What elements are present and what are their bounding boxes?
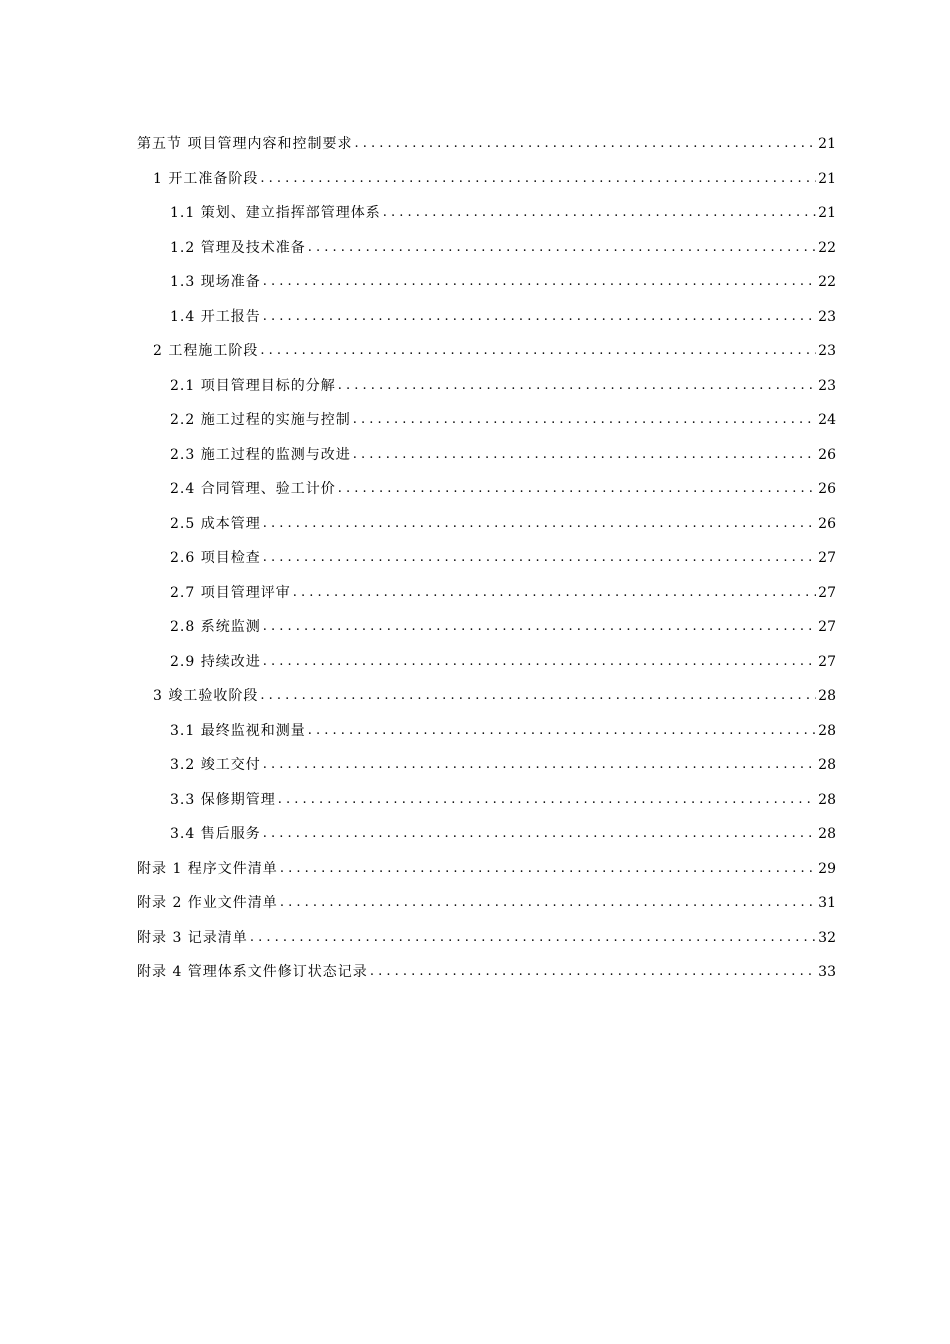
toc-dot-leader — [280, 859, 816, 879]
toc-entry-2-5[interactable] — [0, 500, 950, 534]
toc-entry-1-3[interactable] — [0, 258, 950, 292]
toc-entry-2-8[interactable] — [0, 603, 950, 637]
toc-entry-page-number: 33 — [818, 964, 836, 980]
toc-dot-leader — [353, 445, 816, 465]
toc-dot-leader — [293, 583, 816, 603]
toc-entry-page-number: 23 — [818, 377, 836, 394]
toc-entry-page-number: 27 — [818, 653, 836, 670]
toc-dot-leader — [263, 652, 816, 672]
toc-dot-leader — [263, 514, 816, 534]
toc-entry-title: 附录 4 管理体系文件修订状态记录 — [137, 964, 368, 980]
toc-entry-page-number: 21 — [818, 205, 836, 221]
toc-entry-appendix-2[interactable] — [0, 879, 950, 913]
toc-entry-section-5[interactable] — [0, 120, 950, 154]
toc-dot-leader — [263, 617, 816, 637]
toc-entry-title: 附录 1 程序文件清单 — [137, 860, 278, 877]
toc-entry-title: 3.4 售后服务 — [170, 826, 261, 842]
toc-entry-2-4[interactable] — [0, 465, 950, 499]
toc-entry-1-2[interactable] — [0, 224, 950, 258]
toc-dot-leader — [263, 548, 816, 568]
toc-entry-3-4[interactable] — [0, 810, 950, 844]
toc-entry-title: 第五节 项目管理内容和控制要求 — [137, 136, 353, 152]
toc-dot-leader — [263, 824, 816, 844]
toc-entry-title: 附录 2 作业文件清单 — [137, 895, 278, 911]
toc-entry-page-number: 21 — [818, 170, 836, 187]
toc-dot-leader — [280, 893, 816, 913]
toc-dot-leader — [260, 169, 816, 189]
toc-entry-2-6[interactable] — [0, 534, 950, 568]
toc-entry-title: 3.3 保修期管理 — [170, 791, 276, 808]
toc-entry-title: 2.5 成本管理 — [170, 515, 261, 532]
toc-entry-page-number: 29 — [818, 860, 836, 877]
toc-entry-page-number: 27 — [818, 584, 836, 601]
toc-entry-page-number: 28 — [818, 688, 836, 704]
toc-entry-page-number: 27 — [818, 550, 836, 566]
toc-dot-leader — [250, 928, 816, 948]
toc-entry-title: 1.3 现场准备 — [170, 274, 261, 290]
toc-dot-leader — [263, 307, 816, 327]
toc-entry-page-number: 23 — [818, 308, 836, 325]
toc-entry-title: 2.7 项目管理评审 — [170, 584, 291, 601]
toc-dot-leader — [338, 376, 816, 396]
toc-entry-title: 附录 3 记录清单 — [137, 929, 248, 946]
toc-entry-page-number: 23 — [818, 343, 836, 359]
toc-entry-page-number: 21 — [818, 136, 836, 152]
toc-entry-1-4[interactable] — [0, 293, 950, 327]
toc-entry-page-number: 31 — [818, 895, 836, 911]
toc-entry-2-1[interactable] — [0, 362, 950, 396]
toc-entry-page-number: 26 — [818, 481, 836, 497]
toc-entry-title: 2.4 合同管理、验工计价 — [170, 481, 336, 497]
toc-dot-leader — [370, 962, 816, 982]
toc-entry-title: 2.6 项目检查 — [170, 550, 261, 566]
toc-entry-title: 2 工程施工阶段 — [153, 343, 259, 359]
toc-entry-page-number: 22 — [818, 239, 836, 256]
toc-entry-title: 3.1 最终监视和测量 — [170, 722, 306, 739]
toc-entry-title: 3 竣工验收阶段 — [153, 688, 259, 704]
toc-entry-appendix-3[interactable] — [0, 914, 950, 948]
toc-dot-leader — [263, 755, 816, 775]
toc-dot-leader — [263, 272, 816, 292]
toc-entry-page-number: 27 — [818, 619, 836, 635]
toc-entry-2-9[interactable] — [0, 638, 950, 672]
toc-entry-1-1[interactable] — [0, 189, 950, 223]
toc-entry-appendix-1[interactable] — [0, 845, 950, 879]
toc-dot-leader — [308, 238, 816, 258]
toc-dot-leader — [338, 479, 816, 499]
toc-entry-title: 2.8 系统监测 — [170, 619, 261, 635]
toc-entry-3-1[interactable] — [0, 707, 950, 741]
toc-entry-page-number: 24 — [818, 412, 836, 428]
toc-entry-page-number: 22 — [818, 274, 836, 290]
toc-entry-2[interactable] — [0, 327, 950, 361]
toc-entry-title: 2.3 施工过程的监测与改进 — [170, 446, 351, 463]
toc-entry-page-number: 32 — [818, 929, 836, 946]
toc-dot-leader — [278, 790, 816, 810]
toc-entry-title: 1 开工准备阶段 — [153, 170, 259, 187]
toc-dot-leader — [353, 410, 816, 430]
toc-entry-3-2[interactable] — [0, 741, 950, 775]
toc-dot-leader — [383, 203, 816, 223]
toc-entry-title: 2.9 持续改进 — [170, 653, 261, 670]
toc-entry-page-number: 28 — [818, 722, 836, 739]
toc-entry-page-number: 28 — [818, 791, 836, 808]
toc-entry-2-3[interactable] — [0, 431, 950, 465]
toc-entry-3-3[interactable] — [0, 776, 950, 810]
toc-entry-title: 1.4 开工报告 — [170, 308, 261, 325]
toc-entry-2-2[interactable] — [0, 396, 950, 430]
toc-entry-title: 2.2 施工过程的实施与控制 — [170, 412, 351, 428]
toc-entry-title: 1.2 管理及技术准备 — [170, 239, 306, 256]
toc-entry-page-number: 28 — [818, 826, 836, 842]
toc-entry-2-7[interactable] — [0, 569, 950, 603]
toc-entry-3[interactable] — [0, 672, 950, 706]
toc-dot-leader — [260, 686, 816, 706]
toc-entry-title: 3.2 竣工交付 — [170, 757, 261, 773]
toc-entry-title: 1.1 策划、建立指挥部管理体系 — [170, 205, 381, 221]
toc-entry-appendix-4[interactable] — [0, 948, 950, 982]
toc-dot-leader — [308, 721, 816, 741]
toc-entry-page-number: 26 — [818, 515, 836, 532]
toc-entry-1[interactable] — [0, 155, 950, 189]
toc-entry-page-number: 26 — [818, 446, 836, 463]
toc-dot-leader — [354, 134, 816, 154]
toc-dot-leader — [260, 341, 816, 361]
toc-entry-page-number: 28 — [818, 757, 836, 773]
toc-entry-title: 2.1 项目管理目标的分解 — [170, 377, 336, 394]
